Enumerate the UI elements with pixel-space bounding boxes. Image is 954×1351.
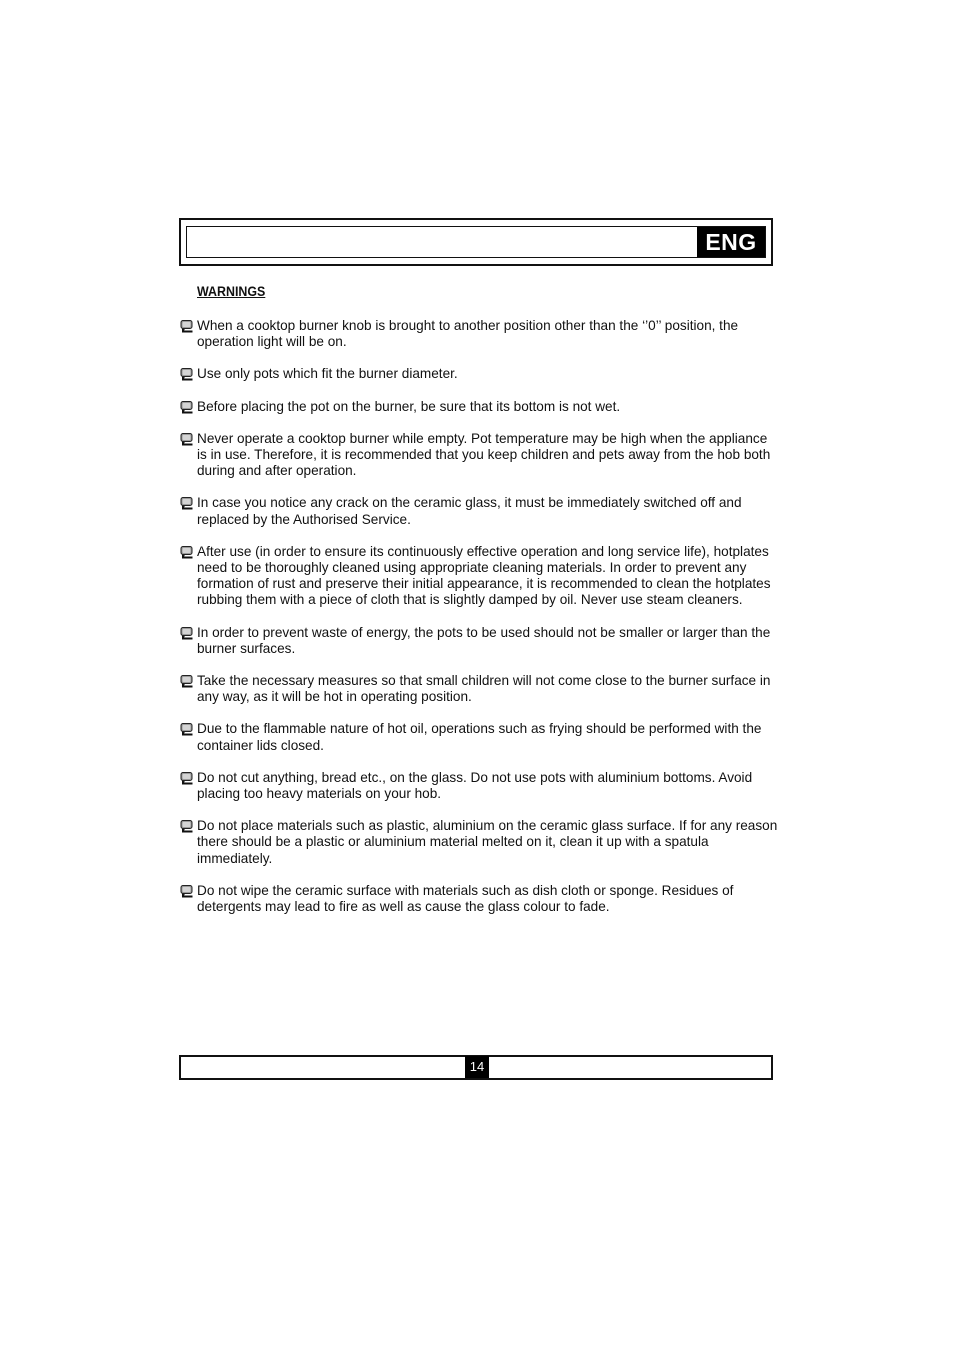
- warning-item: [179, 673, 779, 705]
- warning-item: [179, 883, 779, 915]
- warning-text: In order to prevent waste of energy, the pots to be used should not be smaller or larger than the burner surfaces.: [197, 624, 771, 656]
- speech-bubble-icon: [180, 885, 193, 898]
- warning-item: [179, 544, 779, 609]
- speech-bubble-icon: [180, 320, 193, 333]
- speech-bubble-icon: [180, 433, 193, 446]
- speech-bubble-icon: [180, 627, 193, 640]
- speech-bubble-icon: [180, 401, 193, 414]
- header-bar: [186, 226, 766, 258]
- warning-text: Never operate a cooktop burner while empty. Pot temperature may be high when the appliance is in use. Therefore, it is recommended that you keep children and pets away from the hob both during and after operation.: [197, 430, 771, 479]
- warning-text: Do not cut anything, bread etc., on the glass. Do not use pots with aluminium bottoms. Avoid placing too heavy materials on your hob.: [197, 769, 753, 802]
- warning-text: Use only pots which fit the burner diameter.: [197, 366, 458, 382]
- speech-bubble-icon: [180, 772, 193, 785]
- warning-item: [179, 318, 779, 350]
- warning-text: Due to the flammable nature of hot oil, operations such as frying should be performed with the container lids closed.: [197, 721, 762, 753]
- speech-bubble-icon: [180, 723, 193, 736]
- header-frame: [179, 218, 773, 266]
- warning-text: Do not wipe the ceramic surface with materials such as dish cloth or sponge. Residues of detergents may lead to fire as well as cause the glass colour to fade.: [197, 882, 734, 915]
- warning-text: After use (in order to ensure its continuously effective operation and long service life), hotplates need to be thoroughly cleaned using appropriate cleaning materials. In order to prevent any formation of rust and preserve their initial appearance, it is recommended to clean the hotplates rubbing them with a piece of cloth that is slightly damped by oil. Never use steam cleaners.: [197, 543, 771, 608]
- warning-item: [179, 625, 779, 657]
- page-number: 14: [465, 1056, 489, 1078]
- speech-bubble-icon: [180, 368, 193, 381]
- warning-item: [179, 818, 779, 867]
- warning-item: [179, 366, 779, 382]
- warning-text: Before placing the pot on the burner, be sure that its bottom is not wet.: [197, 398, 621, 414]
- warning-item: [179, 495, 779, 527]
- speech-bubble-icon: [180, 820, 193, 833]
- warning-item: [179, 431, 779, 480]
- warning-text: When a cooktop burner knob is brought to another position other than the ‘’0’’ position, the operation light will be on.: [197, 318, 739, 350]
- section-title: WARNINGS: [197, 284, 266, 299]
- speech-bubble-icon: [180, 675, 193, 688]
- warning-text: Do not place materials such as plastic, aluminium on the ceramic glass surface. If for any reason there should be a plastic or aluminium material melted on it, clean it up with a spatula immediately.: [197, 818, 778, 866]
- language-badge: ENG: [697, 227, 765, 257]
- warning-text: Take the necessary measures so that small children will not come close to the burner surface in any way, as it will be hot in operating position.: [197, 673, 771, 705]
- warning-item: [179, 770, 779, 802]
- speech-bubble-icon: [180, 497, 193, 510]
- warning-text: In case you notice any crack on the ceramic glass, it must be immediately switched off and replaced by the Authorised Service.: [197, 495, 742, 527]
- speech-bubble-icon: [180, 546, 193, 559]
- footer-frame: [179, 1055, 773, 1080]
- warnings-list: [179, 318, 779, 931]
- warning-item: [179, 721, 779, 753]
- warning-item: [179, 399, 779, 415]
